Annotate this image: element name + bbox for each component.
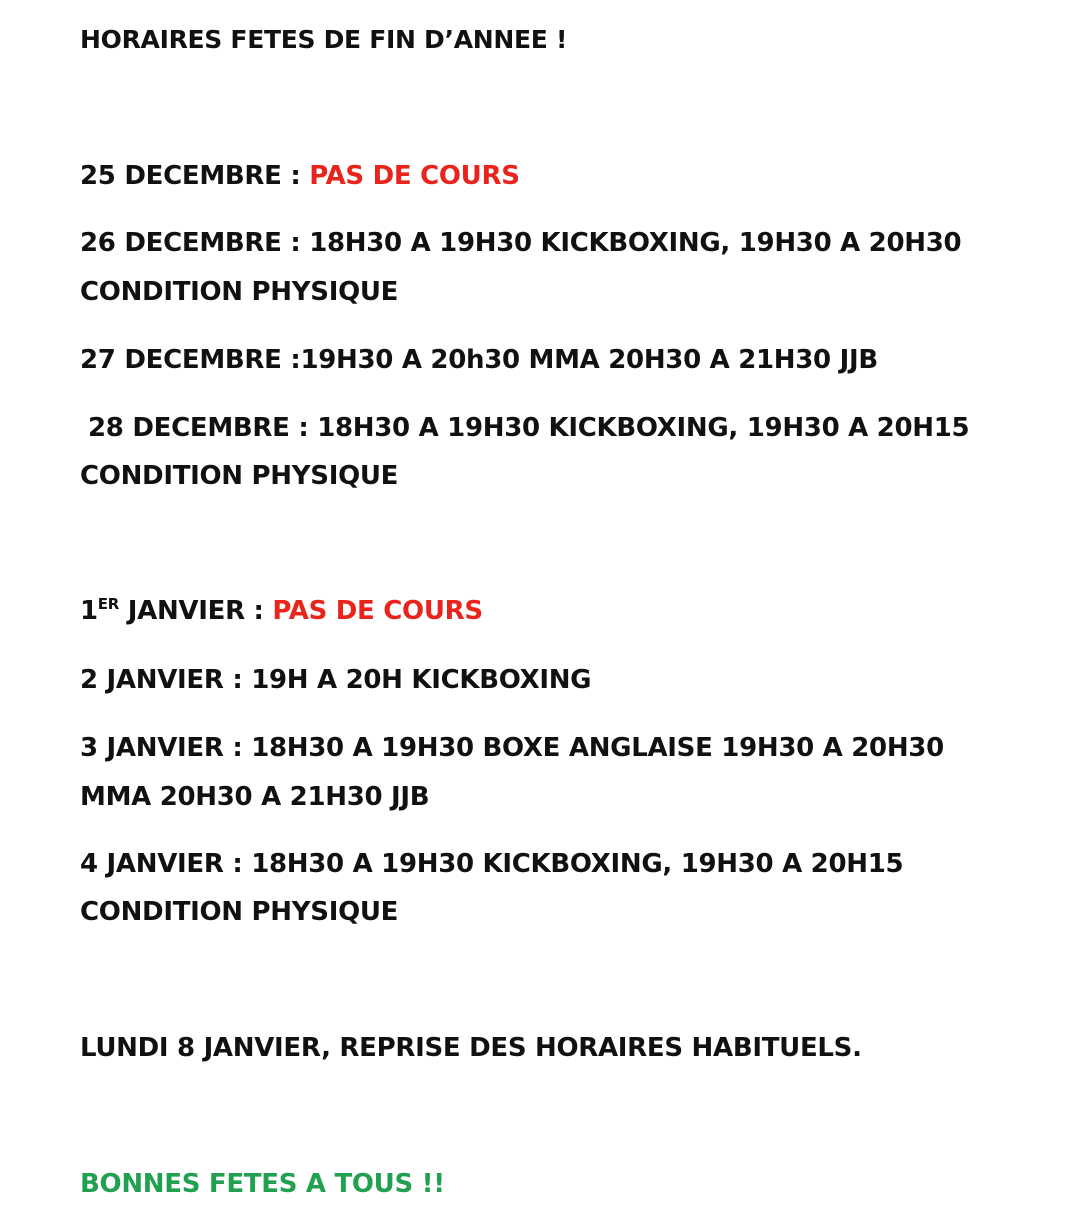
schedule-dec-28-cont: CONDITION PHYSIQUE — [80, 461, 399, 491]
schedule-text: 18H30 A 19H30 BOXE ANGLAISE 19H30 A 20H30 — [251, 733, 944, 763]
schedule-text: 18H30 A 19H30 KICKBOXING, 19H30 A 20H15 — [317, 413, 970, 443]
schedule-jan-4-cont: CONDITION PHYSIQUE — [80, 897, 399, 927]
date-label: 25 DECEMBRE : — [80, 161, 301, 191]
schedule-dec-26 — [80, 219, 961, 267]
schedule-text: 18H30 A 19H30 KICKBOXING, 19H30 A 20H15 — [251, 849, 904, 879]
no-class-label: PAS DE COURS — [272, 596, 483, 626]
resume-notice: LUNDI 8 JANVIER, REPRISE DES HORAIRES HABITUELS. — [80, 1033, 862, 1063]
date-label: 28 DECEMBRE : — [88, 413, 309, 443]
schedule-text: 18H30 A 19H30 KICKBOXING, 19H30 A 20H30 — [309, 228, 962, 258]
schedule-dec-28 — [88, 404, 969, 452]
schedule-jan-2 — [80, 656, 591, 704]
schedule-jan-3 — [80, 724, 944, 772]
date-label: 26 DECEMBRE : — [80, 228, 301, 258]
schedule-jan-4 — [80, 840, 903, 888]
schedule-dec-25 — [80, 152, 520, 200]
schedule-jan-1 — [80, 587, 483, 638]
date-label: 4 JANVIER : — [80, 849, 243, 879]
page-title: HORAIRES FETES DE FIN D’ANNEE ! — [80, 25, 568, 54]
date-label: 2 JANVIER : — [80, 665, 243, 695]
schedule-jan-3-cont: MMA 20H30 A 21H30 JJB — [80, 782, 430, 812]
no-class-label: PAS DE COURS — [309, 161, 520, 191]
greeting: BONNES FETES A TOUS !! — [80, 1169, 445, 1199]
date-label: 3 JANVIER : — [80, 733, 243, 763]
schedule-text: 19H30 A 20h30 MMA 20H30 A 21H30 JJB — [300, 345, 878, 375]
date-label: 1ER JANVIER : — [80, 595, 264, 626]
schedule-text: 19H A 20H KICKBOXING — [251, 665, 592, 695]
schedule-dec-26-cont: CONDITION PHYSIQUE — [80, 277, 399, 307]
date-label: 27 DECEMBRE : — [80, 345, 301, 375]
schedule-dec-27 — [80, 336, 878, 384]
